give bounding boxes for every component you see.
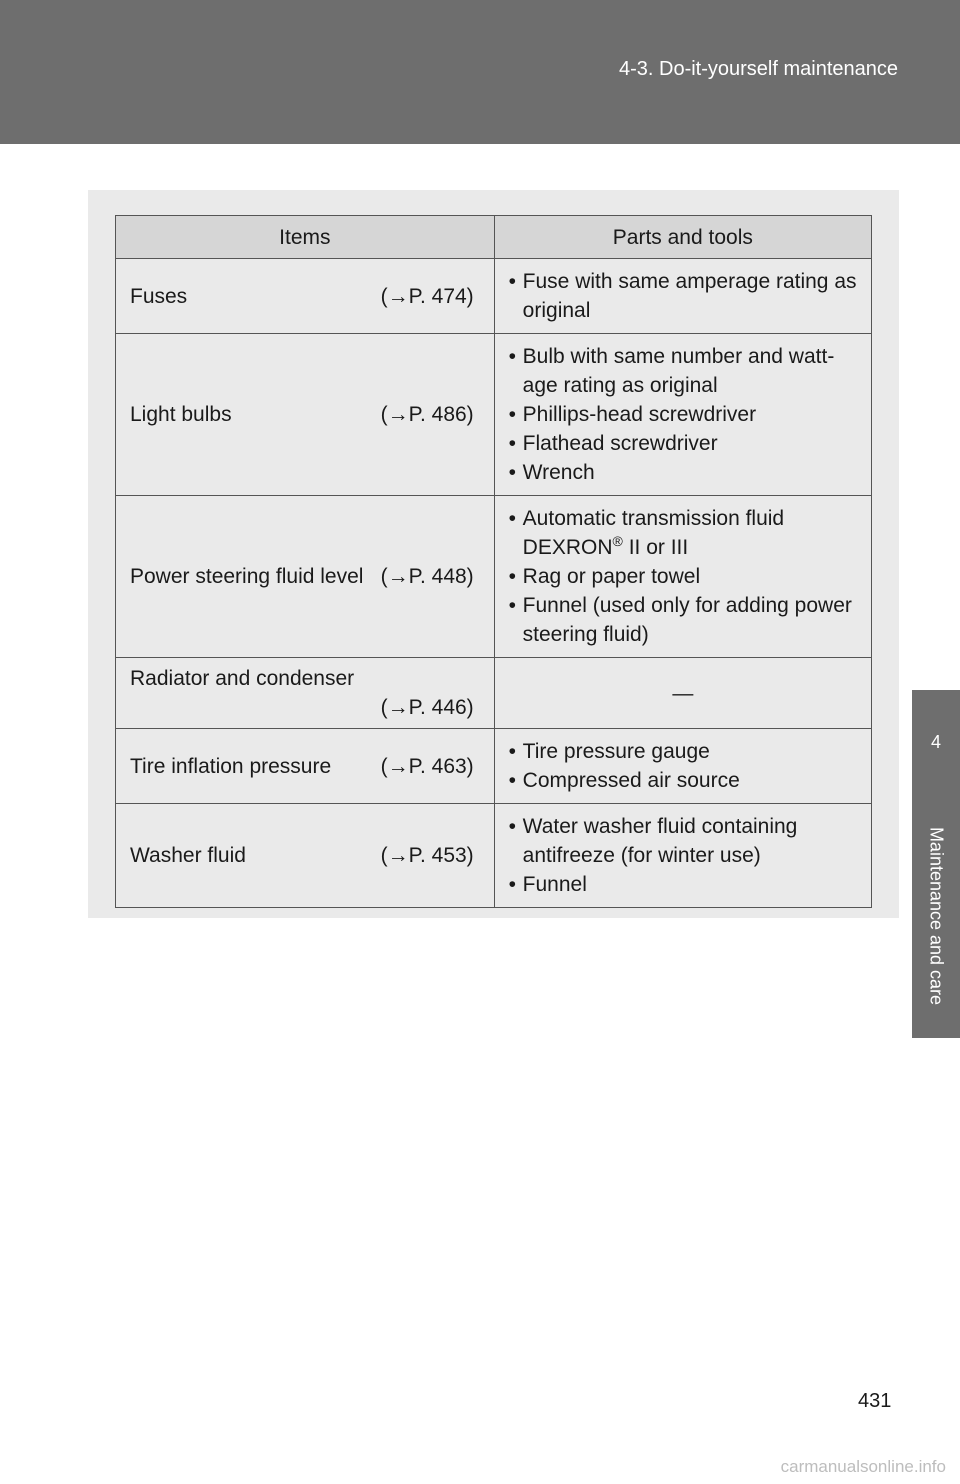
header-band bbox=[0, 0, 960, 144]
parts-cell bbox=[494, 259, 871, 334]
item-label: Radiator and condenser (→P. 446) bbox=[116, 664, 494, 722]
parts-cell bbox=[494, 334, 871, 496]
list-item: • Automatic transmission fluid DEXRON® II or III bbox=[509, 504, 863, 562]
chapter-tab-number[interactable]: 4 bbox=[912, 690, 960, 794]
parts-cell bbox=[494, 496, 871, 658]
table-row bbox=[116, 496, 872, 658]
item-cell bbox=[116, 259, 495, 334]
list-item: • Bulb with same number and watt-age rating as original bbox=[509, 342, 863, 400]
list-item: • Funnel (used only for adding power steering fluid) bbox=[509, 591, 863, 649]
list-item: • Phillips-head screwdriver bbox=[509, 400, 863, 429]
list-item: • Fuse with same amperage rating as original bbox=[509, 267, 863, 325]
page-ref-link[interactable]: (→P. 446) bbox=[380, 696, 474, 719]
bullet: • bbox=[508, 507, 517, 530]
table-row bbox=[116, 658, 872, 729]
registered-mark: ® bbox=[612, 533, 623, 549]
watermark: carmanualsonline.info bbox=[780, 1457, 946, 1476]
item-cell bbox=[116, 496, 495, 658]
bullet: • bbox=[508, 345, 517, 368]
column-header-parts: Parts and tools bbox=[494, 216, 871, 259]
column-header-items: Items bbox=[116, 216, 495, 259]
list-item: • Rag or paper towel bbox=[509, 562, 863, 591]
bullet: • bbox=[508, 565, 517, 588]
parts-cell bbox=[494, 804, 871, 908]
parts-cell bbox=[494, 729, 871, 804]
item-label: Tire inflation pressure (→P. 463) bbox=[116, 752, 494, 781]
bullet: • bbox=[508, 461, 517, 484]
item-label: Power steering fluid level bbox=[130, 565, 364, 588]
table-row bbox=[116, 804, 872, 908]
page-number: 431 bbox=[858, 1390, 892, 1412]
list-item: • Tire pressure gauge bbox=[509, 737, 863, 766]
page-ref-link[interactable]: (→P. 486) bbox=[380, 403, 474, 426]
bullet: • bbox=[508, 769, 517, 792]
bullet: • bbox=[508, 403, 517, 426]
parts-cell bbox=[494, 658, 871, 729]
bullet: • bbox=[508, 873, 517, 896]
item-cell bbox=[116, 729, 495, 804]
bullet: • bbox=[508, 432, 517, 455]
chapter-tab-label[interactable] bbox=[912, 794, 960, 1038]
page-ref-link[interactable]: (→P. 448) bbox=[380, 565, 474, 588]
bullet: • bbox=[508, 594, 517, 617]
table-row bbox=[116, 334, 872, 496]
item-cell bbox=[116, 658, 495, 729]
item-label: Light bulbs (→P. 486) bbox=[116, 400, 494, 429]
chapter-tab-label-text: Maintenance and care bbox=[926, 826, 947, 1006]
bullet: • bbox=[508, 815, 517, 838]
item-label: Fuses (→P. 474) bbox=[116, 282, 494, 311]
table-header-row bbox=[116, 216, 872, 259]
table-row bbox=[116, 729, 872, 804]
list-item: • Flathead screwdriver bbox=[509, 429, 863, 458]
list-item: • Wrench bbox=[509, 458, 863, 487]
page-ref-link[interactable]: (→P. 453) bbox=[380, 844, 474, 867]
none-dash: — bbox=[672, 681, 694, 705]
item-label: Washer fluid (→P. 453) bbox=[116, 841, 494, 870]
item-cell bbox=[116, 804, 495, 908]
table-row bbox=[116, 259, 872, 334]
list-item: • Funnel bbox=[509, 870, 863, 899]
bullet: • bbox=[508, 270, 517, 293]
maintenance-table bbox=[115, 215, 872, 908]
section-title: 4-3. Do-it-yourself maintenance bbox=[618, 58, 898, 80]
list-item: • Compressed air source bbox=[509, 766, 863, 795]
bullet: • bbox=[508, 740, 517, 763]
page-ref-link[interactable]: (→P. 474) bbox=[380, 284, 474, 308]
list-item: • Water washer fluid containing antifreeze (for winter use) bbox=[509, 812, 863, 870]
page-ref-link[interactable]: (→P. 463) bbox=[380, 754, 474, 778]
item-cell bbox=[116, 334, 495, 496]
